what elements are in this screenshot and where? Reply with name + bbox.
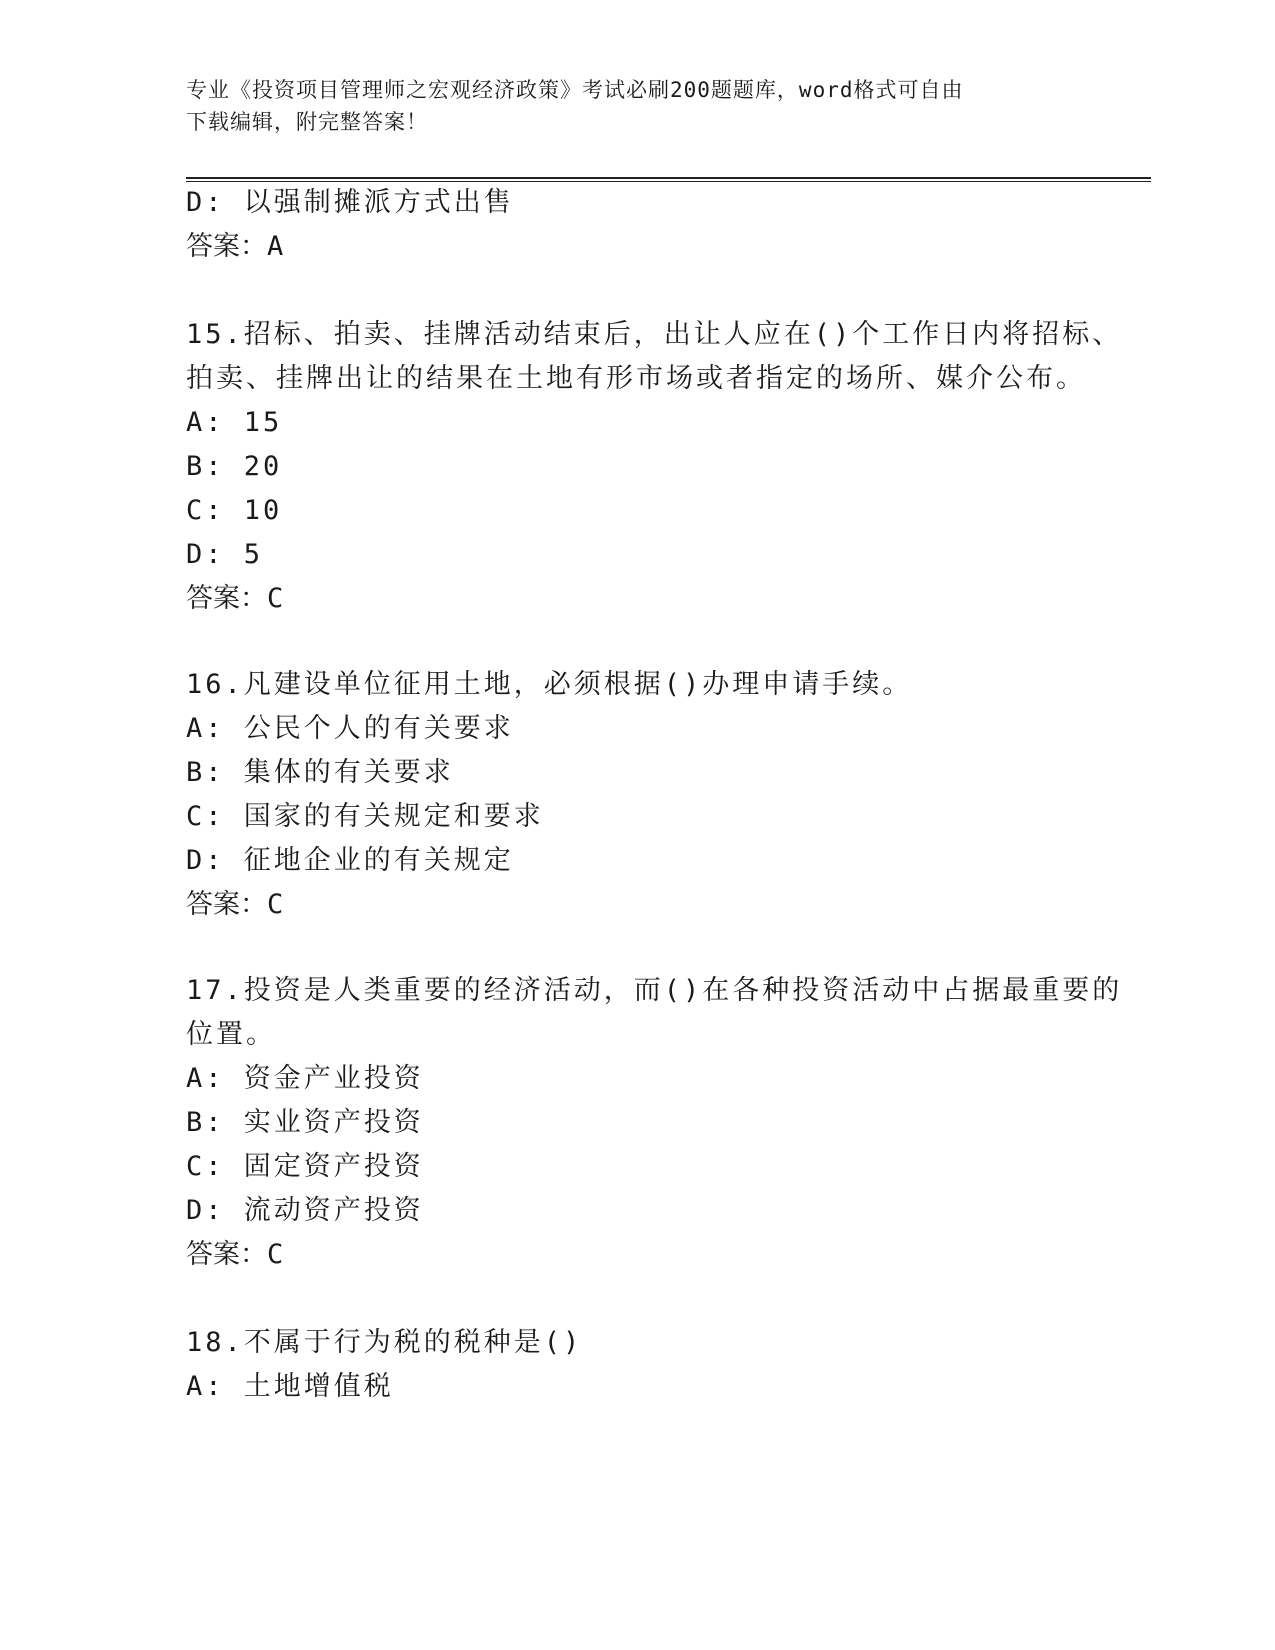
answer-value: C	[267, 1239, 284, 1270]
header-divider	[186, 177, 1151, 182]
q15-stem-line-1: 15.招标、拍卖、挂牌活动结束后，出让人应在()个工作日内将招标、	[186, 319, 1123, 350]
q15-option-a: A: 15	[186, 407, 283, 438]
header-line-1: 专业《投资项目管理师之宏观经济政策》考试必刷200题题库，word格式可自由	[186, 78, 964, 102]
q15-option-b: B: 20	[186, 451, 283, 482]
header-line-2: 下载编辑，附完整答案！	[186, 110, 428, 134]
q17-option-c: C: 固定资产投资	[186, 1151, 424, 1182]
q18-option-a: A: 土地增值税	[186, 1371, 394, 1402]
answer-value: A	[267, 231, 284, 262]
q17-stem-line-2: 位置。	[186, 1019, 276, 1050]
answer-value: C	[267, 889, 284, 920]
q17-option-b: B: 实业资产投资	[186, 1107, 424, 1138]
q15-option-c: C: 10	[186, 495, 283, 526]
answer-label: 答案：	[186, 231, 267, 262]
q16-option-a: A: 公民个人的有关要求	[186, 713, 514, 744]
q16-stem-line-1: 16.凡建设单位征用土地，必须根据()办理申请手续。	[186, 669, 913, 700]
q15-option-d: D: 5	[186, 539, 264, 570]
q15-answer	[186, 582, 283, 616]
q16-option-c: C: 国家的有关规定和要求	[186, 801, 544, 832]
q16-answer	[186, 888, 283, 922]
q16-option-d: D: 征地企业的有关规定	[186, 845, 514, 876]
answer-label: 答案：	[186, 1239, 267, 1270]
prev-answer	[186, 230, 283, 264]
answer-label: 答案：	[186, 889, 267, 920]
document-header	[186, 74, 1066, 138]
q18-stem-line-1: 18.不属于行为税的税种是()	[186, 1327, 583, 1358]
q17-stem-line-1: 17.投资是人类重要的经济活动，而()在各种投资活动中占据最重要的	[186, 975, 1123, 1006]
answer-value: C	[267, 583, 284, 614]
prev-option-d: D: 以强制摊派方式出售	[186, 187, 514, 218]
q16-option-b: B: 集体的有关要求	[186, 757, 454, 788]
q17-answer	[186, 1238, 283, 1272]
q15-stem-line-2: 拍卖、挂牌出让的结果在土地有形市场或者指定的场所、媒介公布。	[186, 363, 1086, 394]
q17-option-d: D: 流动资产投资	[186, 1195, 424, 1226]
answer-label: 答案：	[186, 583, 267, 614]
q17-option-a: A: 资金产业投资	[186, 1063, 424, 1094]
